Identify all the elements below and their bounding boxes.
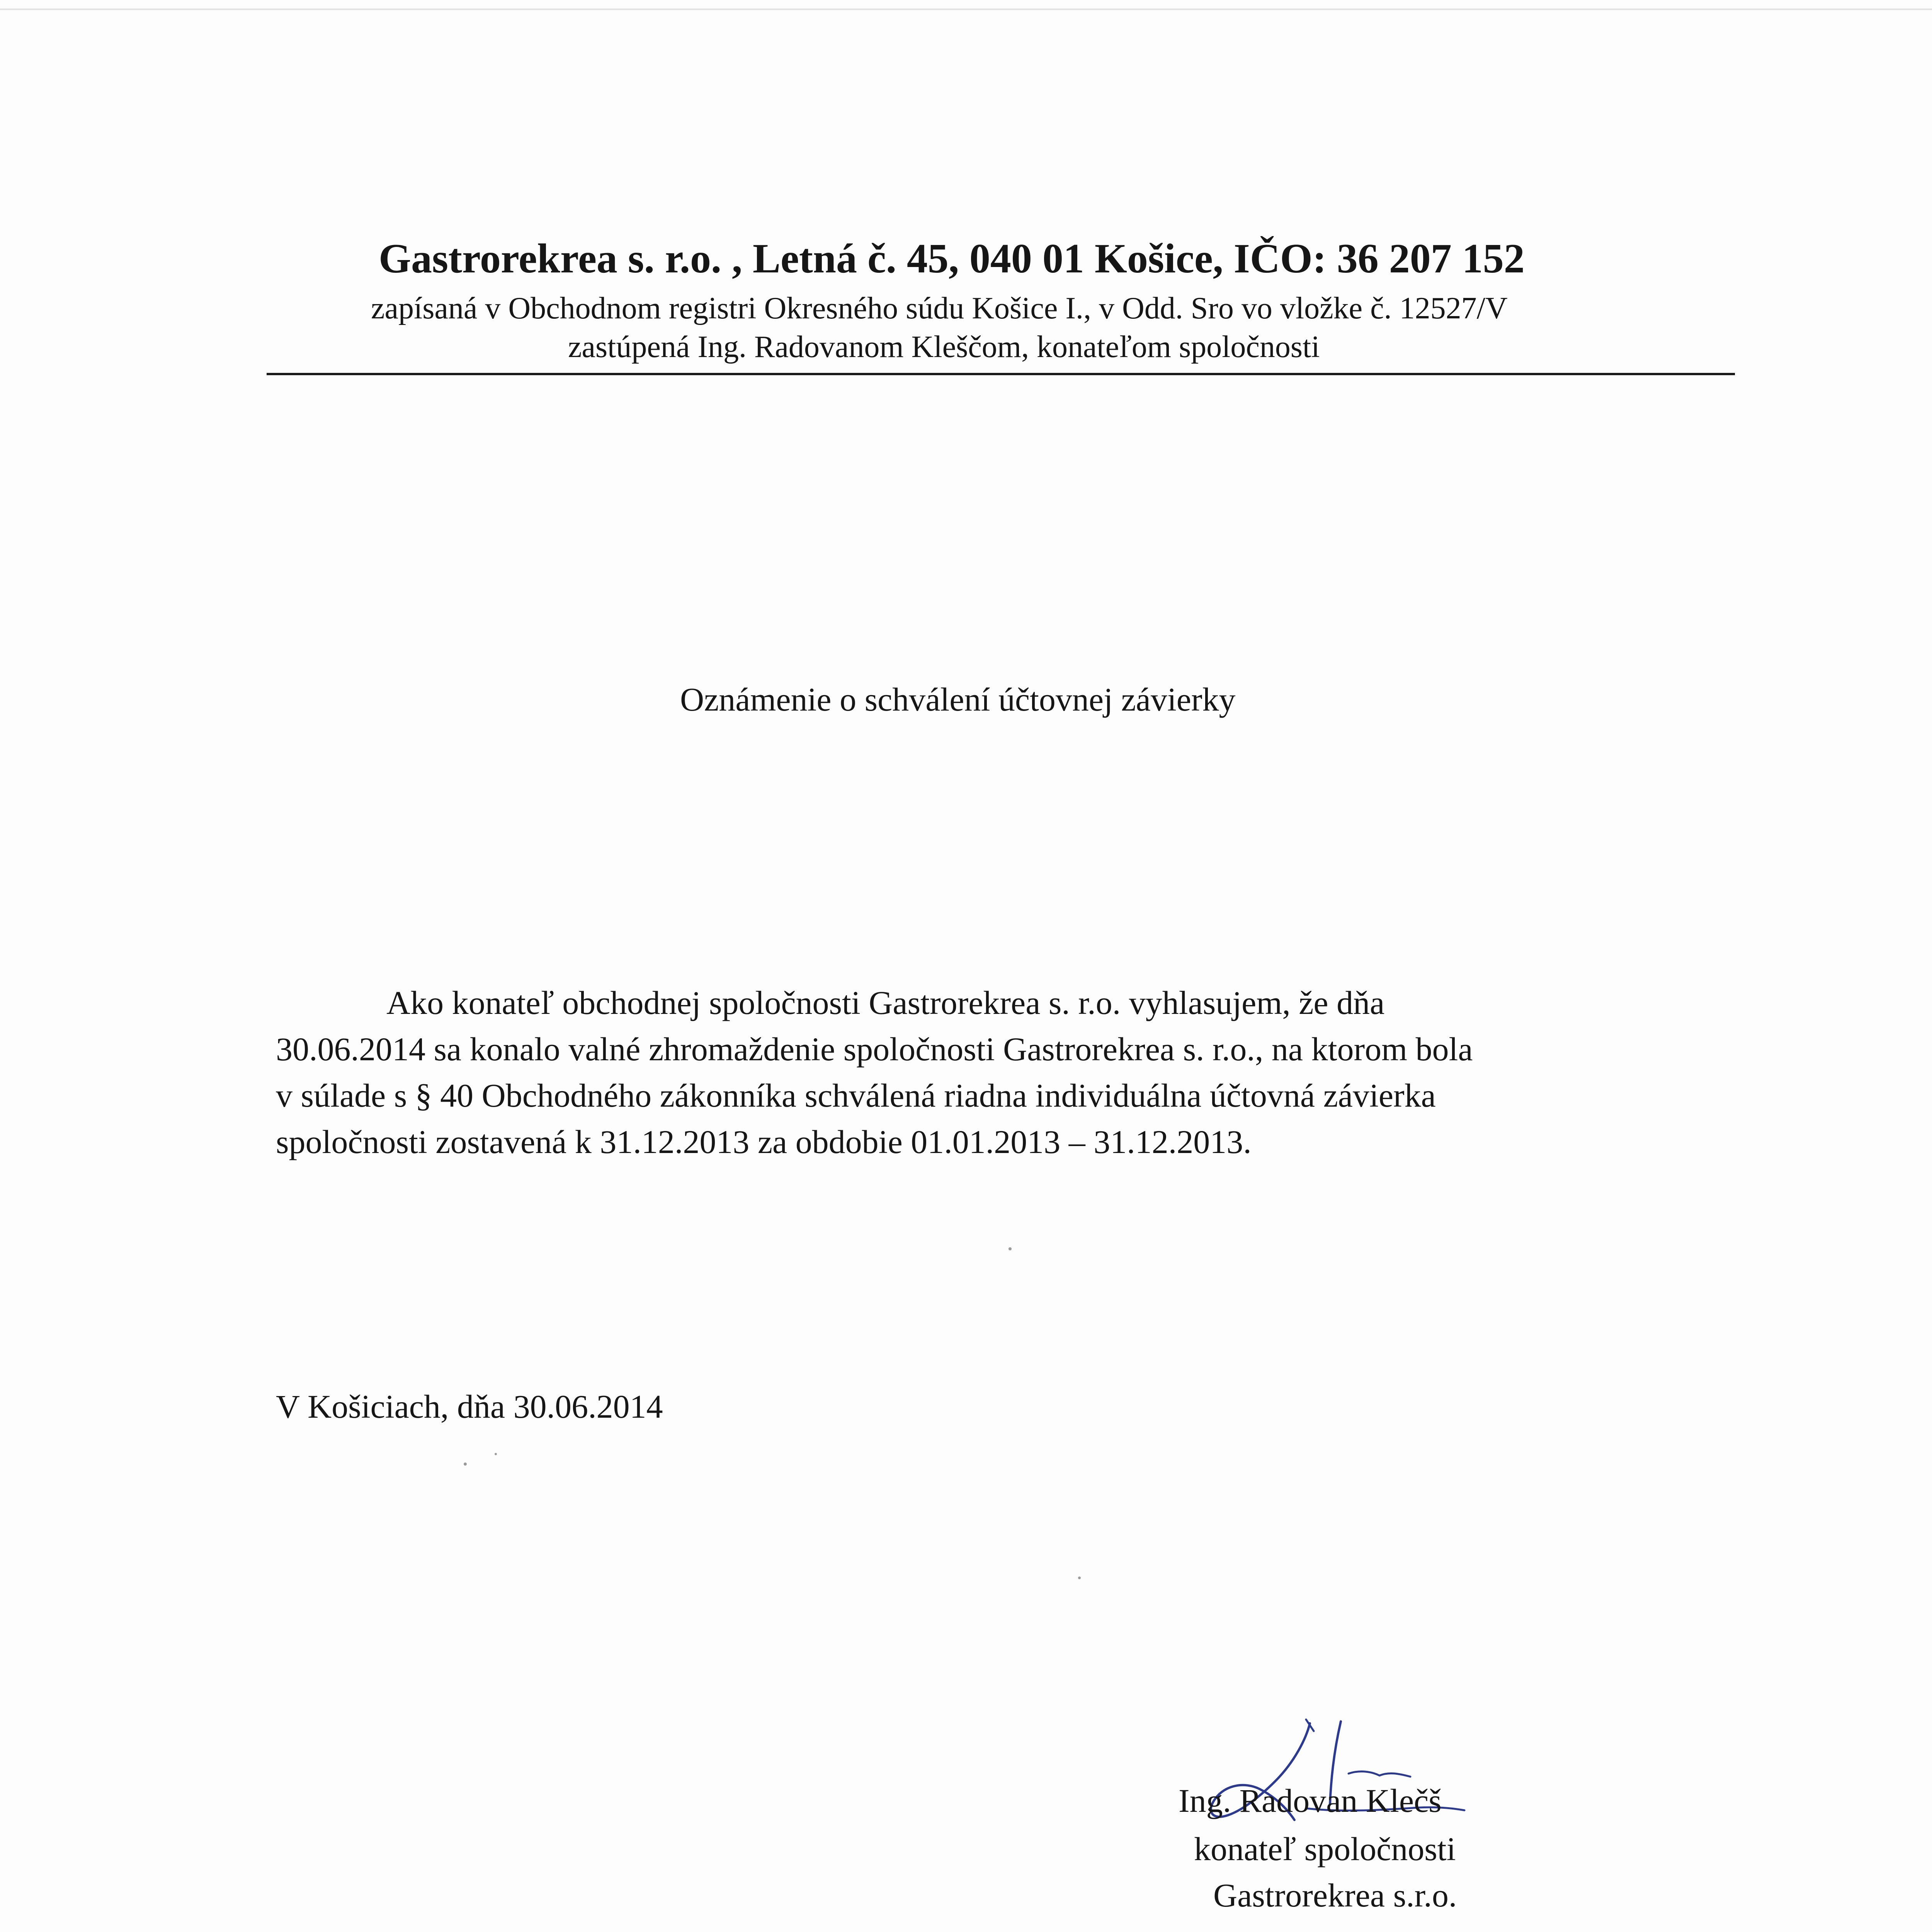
document-title: Oznámenie o schválení účtovnej závierky <box>680 681 1236 718</box>
signatory-name: Ing. Radovan Klečš <box>1179 1782 1442 1819</box>
declaration-paragraph <box>276 980 1551 1165</box>
signatory-role: konateľ spoločnosti <box>1194 1830 1456 1867</box>
registry-info: zapísaná v Obchodnom registri Okresného súdu Košice I., v Odd. Sro vo vložke č. 12527/V <box>371 291 1508 325</box>
scan-speck <box>495 1453 497 1455</box>
scan-edge-top <box>0 9 1932 10</box>
company-identification: Gastrorekrea s. r.o. , Letná č. 45, 040 01 Košice, IČO: 36 207 152 <box>379 236 1525 282</box>
representative-info: zastúpená Ing. Radovanom Kleščom, konateľom spoločnosti <box>568 330 1320 364</box>
paragraph-line: v súlade s § 40 Obchodného zákonníka schválená riadna individuálna účtovná závierka <box>276 1077 1436 1114</box>
letterhead-divider <box>267 373 1735 375</box>
paragraph-line: spoločnosti zostavená k 31.12.2013 za obdobie 01.01.2013 – 31.12.2013. <box>276 1123 1252 1160</box>
scan-speck <box>1078 1577 1081 1579</box>
signatory-company: Gastrorekrea s.r.o. <box>1213 1877 1457 1914</box>
scan-speck <box>1009 1247 1012 1250</box>
scan-speck <box>464 1463 467 1466</box>
paragraph-line: Ako konateľ obchodnej spoločnosti Gastrorekrea s. r.o. vyhlasujem, že dňa <box>386 984 1385 1021</box>
place-and-date: V Košiciach, dňa 30.06.2014 <box>276 1388 663 1425</box>
paragraph-line: 30.06.2014 sa konalo valné zhromaždenie spoločnosti Gastrorekrea s. r.o., na ktorom bola <box>276 1031 1473 1068</box>
